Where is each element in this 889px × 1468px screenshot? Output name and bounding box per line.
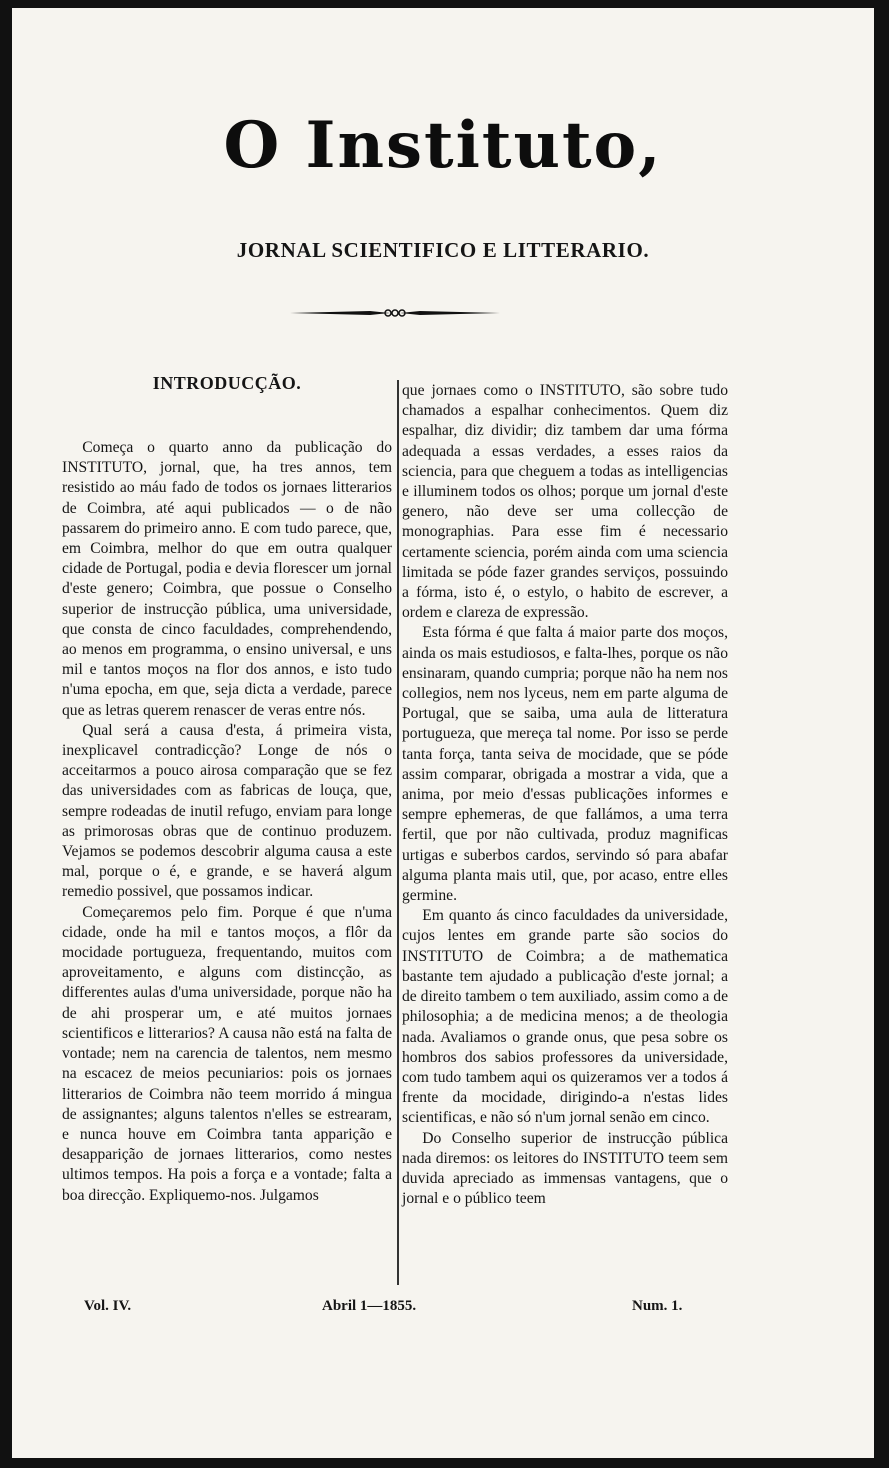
footer-volume: Vol. IV.	[84, 1298, 132, 1314]
column-divider	[397, 380, 399, 1285]
masthead-title: O Instituto,	[223, 108, 663, 183]
article-heading: INTRODUCÇÃO.	[152, 373, 302, 393]
newspaper-page	[12, 8, 874, 1458]
paragraph: Em quanto ás cinco faculdades da universidade, cujos lentes em grande parte são socios do INSTITUTO de Coimbra; a de mathematica bastante tem ajudado a publicação d'este jornal; a de direito tambem o tem auxiliado, assim como a de philosophia; a de medicina menos; a de theologia nada. Avaliamos o grande onus, que pesa sobre os hombros dos sabios professores da universidade, com tudo tambem aqui os quizeramos ver a todos á frente da mocidade, dirigindo-a n'estas lides scientificas, e não só n'um jornal senão em cinco.	[402, 907, 728, 1127]
paragraph: Esta fórma é que falta á maior parte dos moços, ainda os mais estudiosos, e falta-lhes, porque os não ensinaram, quando cumpria; porque não ha nem nos collegios, nem nos lyceus, nem em parte alguma de Portugal, que se saiba, uma aula de litteratura portugueza, que mereça tal nome. Por isso se perde tanta força, tanta seiva de mocidade, que se póde assim comparar, obrigada a mostrar a vida, que a anima, por meio d'essas publicações informes e sempre ephemeras, de que fallámos, a uma terra fertil, que por não cultivada, produz magnificas urtigas e suberbos cardos, servindo só para abafar alguma planta mais util, que, por acaso, entre elles germine.	[402, 624, 728, 905]
ornament-divider-icon	[290, 306, 500, 320]
paragraph: Começaremos pelo fim. Porque é que n'uma cidade, onde ha mil e tantos moços, a flôr da mocidade portugueza, frequentando, muitos com aproveitamento, e alguns com distincção, as differentes aulas d'uma universidade, porque não ha de ahi prosperar um, e até muitos jornaes scientificos e litterarios? A causa não está na falta de vontade; nem na carencia de talentos, nem mesmo na escacez de meios pecuniarios: pois os jornaes litterarios de Coimbra não teem morrido á mingua de assignantes; alguns talentos n'elles se estrearam, e nunca houve em Coimbra tanta apparição e desapparição de jornaes litterarios, como nestes ultimos tempos. Ha pois a força e a vontade; falta a boa direcção. Expliquemo-nos. Julgamos	[62, 903, 392, 1204]
paragraph: Qual será a causa d'esta, á primeira vista, inexplicavel contradicção? Longe de nós o acceitarmos a pouco airosa comparação que se fez das universidades com as fabricas de louça, que, sempre rodeadas de inutil refugo, enviam para longe as primorosas obras que de continuo produzem. Vejamos se podemos descobrir alguma causa a este mal, porque o é, e grande, e se haverá algum remedio possivel, que possamos indicar.	[62, 721, 392, 901]
footer-number: Num. 1.	[632, 1298, 683, 1314]
article-column-left	[62, 438, 392, 1206]
paragraph: Começa o quarto anno da publicação do INSTITUTO, jornal, que, ha tres annos, tem resistido ao máu fado de todos os jornaes litterarios de Coimbra, até aqui publicados — o de não passarem do primeiro anno. E com tudo parece, que, em Coimbra, melhor do que em outra qualquer cidade de Portugal, podia e devia florescer um jornal d'este genero; Coimbra, que possue o Conselho superior de instrucção pública, uma universidade, que consta de cinco faculdades, comprehendendo, ao menos em programma, o ensino universal, e uns mil e tantos moços na flor dos annos, e isto tudo n'uma epocha, em que, seja dicta a verdade, parece que as letras querem renascer de veras entre nós.	[62, 439, 392, 719]
paragraph: Do Conselho superior de instrucção pública nada diremos: os leitores do INSTITUTO teem sem duvida apreciado as immensas vantagens, que o jornal e o público teem	[402, 1129, 728, 1208]
subtitle: JORNAL SCIENTIFICO E LITTERARIO.	[236, 238, 650, 262]
paragraph: que jornaes como o INSTITUTO, são sobre tudo chamados a espalhar conhecimentos. Quem diz espalhar, diz dividir; diz tambem dar uma fórma adequada a essas verdades, a esses raios da sciencia, para que cheguem a todas as intelligencias e illuminem todos os olhos; porque um jornal d'este genero, não deve ser uma collecção de monographias. Para esse fim é necessario certamente sciencia, porém ainda com uma sciencia limitada se póde fazer grandes serviços, possuindo a fórma, isto é, o estylo, o habito de escrever, a ordem e clareza de expressão.	[402, 382, 728, 622]
article-column-right	[402, 381, 728, 1209]
footer-date: Abril 1—1855.	[322, 1298, 417, 1314]
